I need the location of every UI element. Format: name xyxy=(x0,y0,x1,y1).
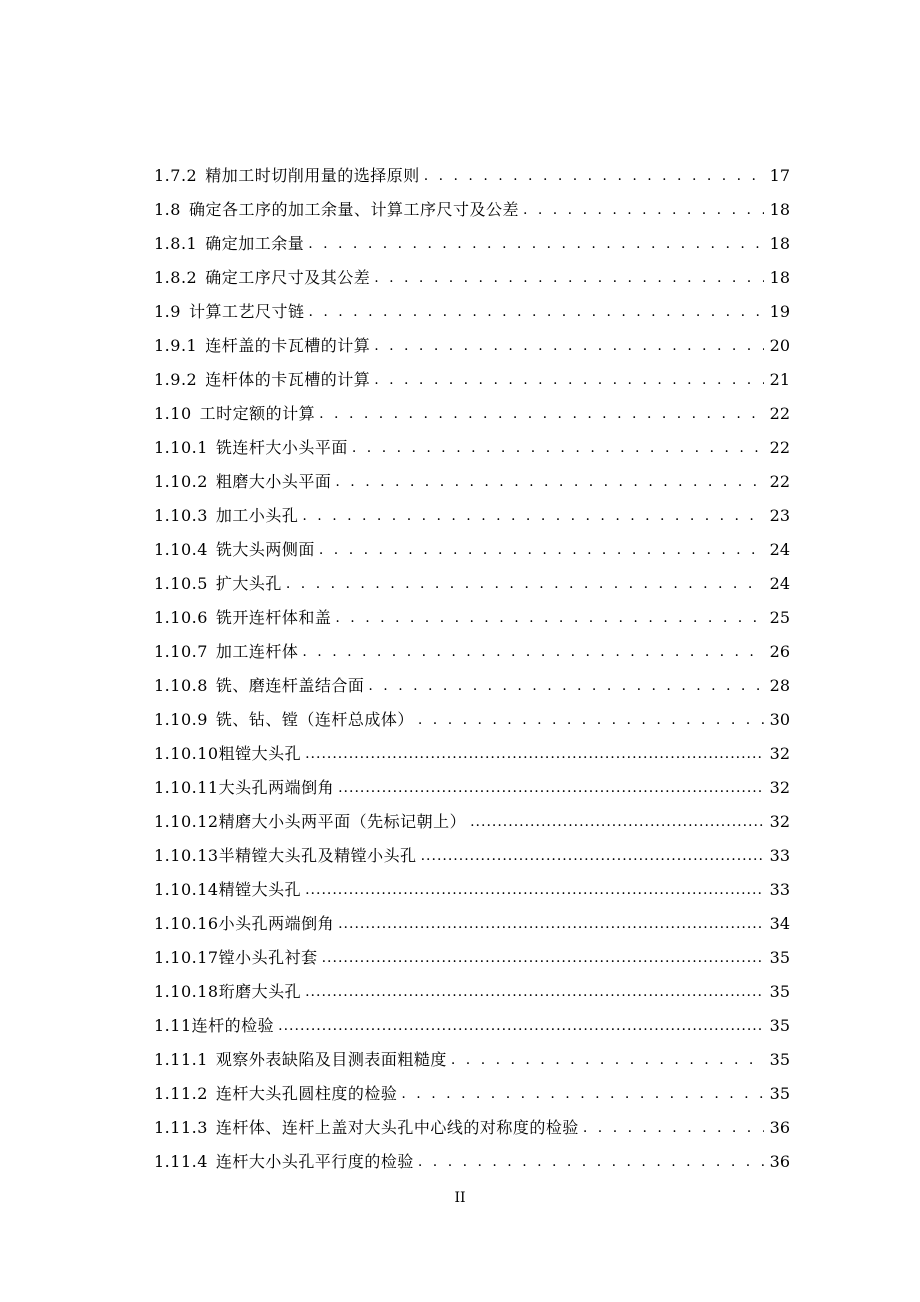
toc-entry-title: 加工小头孔 xyxy=(215,506,299,525)
toc-entry-text xyxy=(154,465,331,499)
toc-entry-number: 1.10.9 xyxy=(154,710,208,729)
toc-entry-title: 铣、钻、镗（连杆总成体） xyxy=(215,710,414,729)
toc-entry-text xyxy=(154,261,370,295)
toc-entry-text xyxy=(154,941,318,975)
toc-entry-title: 铣开连杆体和盖 xyxy=(215,608,332,627)
toc-entry-text xyxy=(154,159,420,193)
toc-entry-title: 铣大头两侧面 xyxy=(215,540,315,559)
toc-dot-leader xyxy=(305,975,764,1009)
toc-entry-text xyxy=(154,839,417,873)
toc-entry-page: 17 xyxy=(769,166,790,185)
toc-entry[interactable] xyxy=(154,499,790,533)
toc-dot-leader xyxy=(338,771,764,805)
toc-entry-number: 1.11.4 xyxy=(154,1152,208,1171)
toc-entry-number: 1.10.13 xyxy=(154,846,219,865)
toc-entry-page: 18 xyxy=(769,200,790,219)
toc-entry[interactable] xyxy=(154,669,790,703)
toc-entry-text xyxy=(154,1043,447,1077)
toc-entry-text xyxy=(154,533,315,567)
toc-dot-leader xyxy=(401,1077,764,1111)
toc-entry-title: 半精镗大头孔及精镗小头孔 xyxy=(218,846,417,865)
toc-entry-number: 1.11.3 xyxy=(154,1118,208,1137)
toc-entry[interactable] xyxy=(154,873,790,907)
toc-entry-text xyxy=(154,771,334,805)
toc-entry[interactable] xyxy=(154,1111,790,1145)
toc-dot-leader xyxy=(319,533,764,567)
toc-entry-text xyxy=(154,703,414,737)
toc-entry-number: 1.10.14 xyxy=(154,880,219,899)
toc-entry-page: 26 xyxy=(769,642,790,661)
toc-entry-title: 扩大头孔 xyxy=(215,574,282,593)
toc-entry-title: 连杆大小头孔平行度的检验 xyxy=(215,1152,414,1171)
toc-entry[interactable] xyxy=(154,363,790,397)
toc-entry-title: 精加工时切削用量的选择原则 xyxy=(205,166,420,185)
toc-entry-number: 1.11.2 xyxy=(154,1084,208,1103)
toc-dot-leader xyxy=(305,737,764,771)
toc-entry-number: 1.10.10 xyxy=(154,744,219,763)
toc-dot-leader xyxy=(374,261,764,295)
toc-dot-leader xyxy=(451,1043,764,1077)
toc-entry-text xyxy=(154,1145,414,1179)
toc-entry-page: 24 xyxy=(769,540,790,559)
page-number-footer: II xyxy=(454,1190,466,1206)
toc-entry-title: 连杆大头孔圆柱度的检验 xyxy=(215,1084,398,1103)
toc-dot-leader xyxy=(374,363,764,397)
toc-entry[interactable] xyxy=(154,295,790,329)
toc-dot-leader xyxy=(523,193,764,227)
toc-entry-number: 1.10.18 xyxy=(154,982,219,1001)
toc-entry-title: 工时定额的计算 xyxy=(199,404,316,423)
toc-dot-leader xyxy=(308,227,764,261)
toc-entry-number: 1.9.1 xyxy=(154,336,198,355)
toc-entry-number: 1.9.2 xyxy=(154,370,198,389)
toc-entry-page: 33 xyxy=(769,880,790,899)
toc-entry-number: 1.10.2 xyxy=(154,472,208,491)
toc-dot-leader xyxy=(418,703,764,737)
toc-entry-number: 1.8 xyxy=(154,200,181,219)
toc-entry-number: 1.10.16 xyxy=(154,914,219,933)
toc-entry[interactable] xyxy=(154,941,790,975)
table-of-contents xyxy=(154,159,790,1179)
toc-entry-text xyxy=(154,295,304,329)
toc-entry-title: 连杆体的卡瓦槽的计算 xyxy=(205,370,371,389)
toc-entry-number: 1.10.5 xyxy=(154,574,208,593)
toc-entry[interactable] xyxy=(154,635,790,669)
toc-entry-page: 19 xyxy=(769,302,790,321)
toc-dot-leader xyxy=(319,397,764,431)
toc-entry-page: 33 xyxy=(769,846,790,865)
toc-dot-leader xyxy=(352,431,764,465)
toc-entry-page: 22 xyxy=(769,404,790,423)
toc-dot-leader xyxy=(286,567,764,601)
toc-entry-text xyxy=(154,1009,274,1043)
toc-entry-text xyxy=(154,227,304,261)
toc-entry[interactable] xyxy=(154,261,790,295)
toc-entry-number: 1.10.4 xyxy=(154,540,208,559)
toc-entry[interactable] xyxy=(154,465,790,499)
toc-entry-page: 20 xyxy=(769,336,790,355)
toc-entry[interactable] xyxy=(154,431,790,465)
toc-entry-text xyxy=(154,193,519,227)
toc-entry-number: 1.10 xyxy=(154,404,192,423)
toc-entry-title: 计算工艺尺寸链 xyxy=(188,302,305,321)
toc-dot-leader xyxy=(305,873,764,907)
toc-entry[interactable] xyxy=(154,771,790,805)
toc-entry[interactable] xyxy=(154,737,790,771)
toc-entry-title: 小头孔两端倒角 xyxy=(218,914,335,933)
toc-entry-title: 确定加工余量 xyxy=(205,234,305,253)
toc-dot-leader xyxy=(470,805,764,839)
toc-entry-page: 24 xyxy=(769,574,790,593)
toc-dot-leader xyxy=(335,465,764,499)
toc-entry-text xyxy=(154,805,466,839)
toc-entry-title: 精镗大头孔 xyxy=(218,880,302,899)
toc-entry-title: 确定各工序的加工余量、计算工序尺寸及公差 xyxy=(188,200,519,219)
toc-dot-leader xyxy=(418,1145,764,1179)
toc-dot-leader xyxy=(583,1111,764,1145)
toc-entry-title: 确定工序尺寸及其公差 xyxy=(205,268,371,287)
toc-entry-text xyxy=(154,499,298,533)
toc-entry-number: 1.8.2 xyxy=(154,268,198,287)
toc-entry-page: 32 xyxy=(769,778,790,797)
toc-entry-number: 1.9 xyxy=(154,302,181,321)
toc-dot-leader xyxy=(308,295,764,329)
toc-entry-page: 36 xyxy=(769,1152,790,1171)
toc-entry-text xyxy=(154,1111,579,1145)
toc-dot-leader xyxy=(322,941,764,975)
toc-entry-text xyxy=(154,737,301,771)
toc-entry-page: 35 xyxy=(769,1016,790,1035)
toc-entry[interactable] xyxy=(154,533,790,567)
toc-entry-number: 1.10.8 xyxy=(154,676,208,695)
toc-entry-text xyxy=(154,669,364,703)
toc-entry[interactable] xyxy=(154,1145,790,1179)
toc-entry-page: 35 xyxy=(769,948,790,967)
toc-entry-text xyxy=(154,873,301,907)
toc-entry[interactable] xyxy=(154,1077,790,1111)
toc-entry[interactable] xyxy=(154,839,790,873)
toc-entry-title: 大头孔两端倒角 xyxy=(218,778,335,797)
toc-entry[interactable] xyxy=(154,397,790,431)
toc-entry-title: 连杆体、连杆上盖对大头孔中心线的对称度的检验 xyxy=(215,1118,579,1137)
toc-entry-text xyxy=(154,1077,397,1111)
toc-entry[interactable] xyxy=(154,329,790,363)
toc-entry-text xyxy=(154,431,348,465)
toc-entry-page: 21 xyxy=(769,370,790,389)
toc-entry[interactable] xyxy=(154,805,790,839)
toc-entry-page: 35 xyxy=(769,1084,790,1103)
toc-entry[interactable] xyxy=(154,703,790,737)
toc-dot-leader xyxy=(302,635,764,669)
toc-entry-text xyxy=(154,567,282,601)
toc-entry-text xyxy=(154,907,334,941)
toc-entry-page: 35 xyxy=(769,1050,790,1069)
toc-entry-number: 1.10.1 xyxy=(154,438,208,457)
toc-entry-title: 珩磨大头孔 xyxy=(218,982,302,1001)
toc-entry-page: 32 xyxy=(769,812,790,831)
toc-entry-text xyxy=(154,329,370,363)
toc-entry-page: 22 xyxy=(769,438,790,457)
toc-entry-title: 连杆的检验 xyxy=(191,1016,275,1035)
toc-entry[interactable] xyxy=(154,601,790,635)
toc-entry-page: 35 xyxy=(769,982,790,1001)
toc-entry-number: 1.10.7 xyxy=(154,642,208,661)
toc-entry-number: 1.10.12 xyxy=(154,812,219,831)
toc-entry-text xyxy=(154,975,301,1009)
toc-entry-title: 铣连杆大小头平面 xyxy=(215,438,348,457)
toc-entry-title: 精磨大小头两平面（先标记朝上） xyxy=(218,812,467,831)
toc-entry-page: 28 xyxy=(769,676,790,695)
toc-entry-page: 30 xyxy=(769,710,790,729)
toc-entry-number: 1.7.2 xyxy=(154,166,198,185)
toc-entry[interactable] xyxy=(154,227,790,261)
toc-entry[interactable] xyxy=(154,1009,790,1043)
toc-entry-page: 18 xyxy=(769,234,790,253)
toc-entry-page: 23 xyxy=(769,506,790,525)
toc-entry-title: 粗磨大小头平面 xyxy=(215,472,332,491)
toc-entry[interactable] xyxy=(154,907,790,941)
toc-entry-number: 1.11.1 xyxy=(154,1050,208,1069)
toc-dot-leader xyxy=(421,839,764,873)
toc-dot-leader xyxy=(374,329,764,363)
toc-entry[interactable] xyxy=(154,1043,790,1077)
toc-entry-page: 32 xyxy=(769,744,790,763)
toc-entry-number: 1.10.17 xyxy=(154,948,219,967)
toc-entry-title: 连杆盖的卡瓦槽的计算 xyxy=(205,336,371,355)
toc-dot-leader xyxy=(302,499,764,533)
toc-entry-number: 1.10.6 xyxy=(154,608,208,627)
toc-entry-title: 粗镗大头孔 xyxy=(218,744,302,763)
toc-entry[interactable] xyxy=(154,975,790,1009)
toc-entry-page: 22 xyxy=(769,472,790,491)
toc-entry-page: 25 xyxy=(769,608,790,627)
toc-entry-number: 1.10.3 xyxy=(154,506,208,525)
toc-entry-text xyxy=(154,363,370,397)
toc-dot-leader xyxy=(338,907,764,941)
toc-entry-text xyxy=(154,601,331,635)
toc-entry-number: 1.10.11 xyxy=(154,778,219,797)
toc-entry-page: 34 xyxy=(769,914,790,933)
toc-entry-number: 1.8.1 xyxy=(154,234,198,253)
toc-entry-page: 36 xyxy=(769,1118,790,1137)
toc-dot-leader xyxy=(278,1009,764,1043)
toc-dot-leader xyxy=(335,601,764,635)
toc-entry-title: 观察外表缺陷及目测表面粗糙度 xyxy=(215,1050,447,1069)
toc-entry[interactable] xyxy=(154,567,790,601)
toc-entry-text xyxy=(154,397,315,431)
toc-entry-title: 铣、磨连杆盖结合面 xyxy=(215,676,365,695)
toc-entry[interactable] xyxy=(154,159,790,193)
toc-entry-page: 18 xyxy=(769,268,790,287)
toc-entry-text xyxy=(154,635,298,669)
toc-dot-leader xyxy=(424,159,764,193)
toc-entry-title: 镗小头孔衬套 xyxy=(218,948,318,967)
toc-entry-number: 1.11 xyxy=(154,1016,192,1035)
toc-entry-title: 加工连杆体 xyxy=(215,642,299,661)
toc-entry[interactable] xyxy=(154,193,790,227)
toc-dot-leader xyxy=(368,669,764,703)
